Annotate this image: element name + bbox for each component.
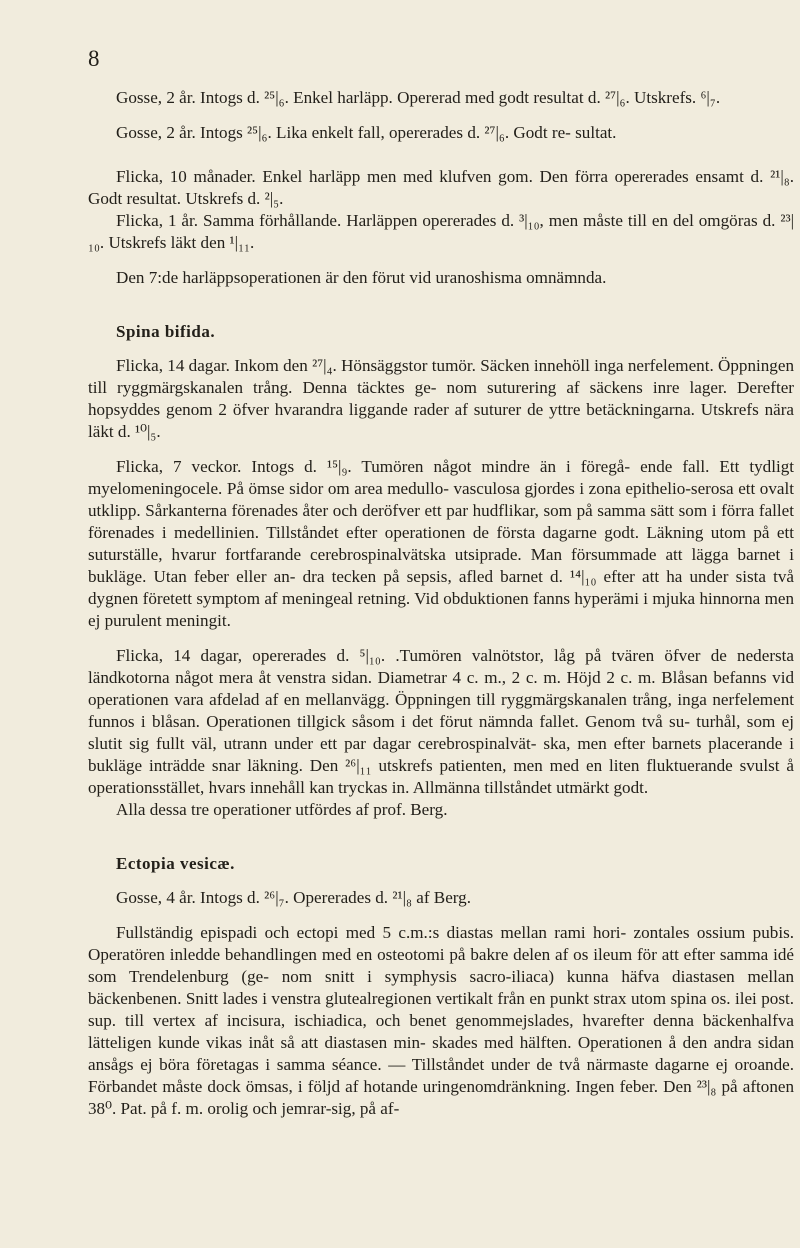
section-heading-spina-bifida: Spina bifida. [116,322,216,341]
case-paragraph: Flicka, 14 dagar, opererades d. ⁵|₁₀. .Tumören valnötstor, låg på tvären öfver de nedersta ländkotorna något mera åt venstra sidan. Diametrar 4 c. m., 2 c. m. Höjd 2 c. m. Blåsan befanns vid operationen vara afdelad af en mellanvägg. Öppningen till ryggmärgskanalen trång, inga nerfelement funnos i blåsan. Operationen tillgick såsom i det förut nämnda fallet. Genom två su- turhål, som ej slutit sig fullt väl, utrann under ett par dagar cerebrospinalvät- ska, men efter barnets placerande i bukläge inträdde snar läkning. Den ²⁶|₁₁ utskrefs patienten, men med en liten fluktuerande svulst å operationsstället, hvars innehåll kan tryckas in. Allmänna tillståndet utmärkt godt. [88,646,794,797]
case-paragraph: Flicka, 10 månader. Enkel harläpp men med klufven gom. Den förra opererades ensamt d. ²¹|₈. Godt resultat. Utskrefs d. ²|₅. [88,167,794,208]
page-body [88,87,794,1120]
case-paragraph: Alla dessa tre operationer utfördes af prof. Berg. [116,800,448,819]
case-paragraph: Flicka, 7 veckor. Intogs d. ¹⁵|₉. Tumören något mindre än i föregå- ende fall. Ett tydligt myelomeningocele. På ömse sidor om area medullo- vasculosa gjordes i zona epithelio-serosa ett ovalt utklipp. Sårkanterna förenades åter och deröfver ett par hudflikar, som på samma sätt som i förra fallet förenades i medellinien. Tillståndet efter operationen de första dagarne godt. Läkning utom på ett suturställe, hvarur fortfarande cerebrospinalvätska utsiprade. Man försummade att lägga barnet i bukläge. Utan feber eller an- dra tecken på sepsis, afled barnet d. ¹⁴|₁₀ efter att ha under sista två dygnen företett symptom af meningeal retning. Vid obduktionen fanns hyperämi i mjuka hinnorna men ej purulent meningit. [88,457,794,630]
section-heading-ectopia-vesicae: Ectopia vesicæ. [116,854,235,873]
case-paragraph: Gosse, 2 år. Intogs d. ²⁵|₆. Enkel harläpp. Opererad med godt resultat d. ²⁷|₆. Utskrefs. ⁶|₇. [116,88,721,107]
case-paragraph: Gosse, 2 år. Intogs ²⁵|₆. Lika enkelt fall, opererades d. ²⁷|₆. Godt re- sultat. [116,123,617,142]
case-paragraph: Flicka, 14 dagar. Inkom den ²⁷|₄. Hönsäggstor tumör. Säcken innehöll inga nerfelement. Öppningen till ryggmärgskanalen trång. Denna täcktes ge- nom suturering af säckens inre lager. Derefter hopsyddes genom 2 öfver hvarandra liggande rader af suturer de yttre betäckningarna. Utskrefs nära läkt d. ¹⁰|₅. [88,356,794,441]
case-paragraph: Den 7:de harläppsoperationen är den förut vid uranoshisma omnämnda. [116,268,607,287]
case-paragraph: Flicka, 1 år. Samma förhållande. Harläppen opererades d. ³|₁₀, men måste till en del omgöras d. ²³|₁₀. Utskrefs läkt den ¹|₁₁. [88,211,794,252]
case-paragraph: Fullständig epispadi och ectopi med 5 c.m.:s diastas mellan rami hori- zontales ossium pubis. Operatören inledde behandlingen med en osteotomi på bakre delen af os ileum för att efter samma idé som Trendelenburg (ge- nom snitt i symphysis sacro-iliaca) kunna häfva diastasen mellan bäckenbenen. Snitt lades i venstra glutealregionen vertikalt från en punkt strax utom spina os. ilei post. sup. till vertex af incisura, ischiadica, och benet genommejslades, hvarefter denna bäckenhalfva lätteligen kunde vikas inåt så att diastasen min- skades med hälften. Operationen å den andra sidan ansågs ej böra företagas i samma séance. — Tillståndet under de två närmaste dagarne ej oroande. Förbandet måste dock ömsas, i följd af hotande uringenomdränkning. Ingen feber. Den ²³|₈ på aftonen 38⁰. Pat. på f. m. orolig och jemrar-sig, på af- [88,923,794,1118]
page-number: 8 [88,46,100,71]
case-paragraph: Gosse, 4 år. Intogs d. ²⁶|₇. Opererades d. ²¹|₈ af Berg. [116,888,471,907]
